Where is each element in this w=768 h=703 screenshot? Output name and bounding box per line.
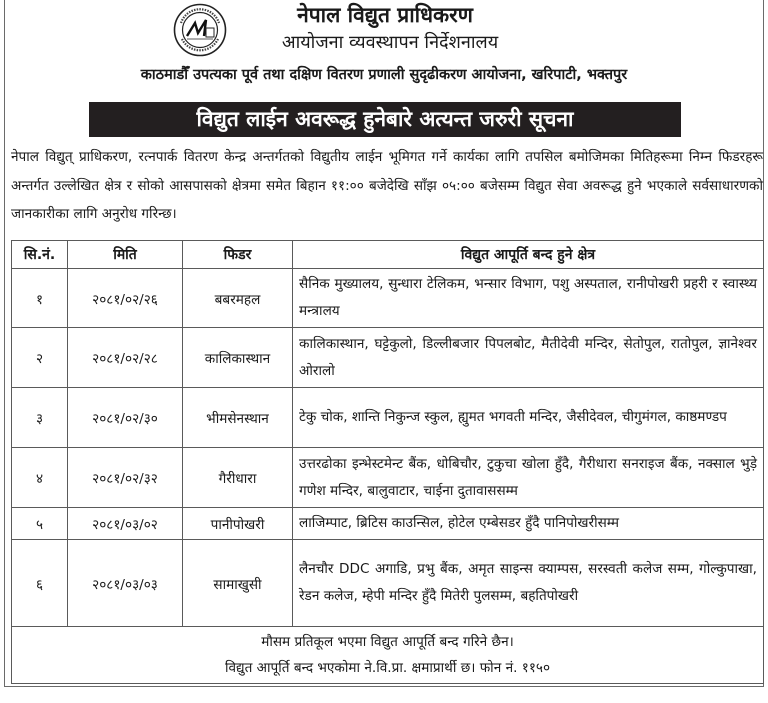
cell-feeder: सामाखुसी [183,540,293,627]
cell-feeder: कालिकास्थान [183,328,293,388]
cell-serial-no: १ [12,269,68,328]
cell-affected-area: कालिकास्थान, घट्टेकुलो, डिल्लीबजार पिपलबोट, मैतीदेवी मन्दिर, सेतोपुल, रातोपुल, ज्ञानेश्वर ओरालो [293,328,764,388]
cell-feeder: गैरीधारा [183,448,293,508]
cell-affected-area: सैनिक मुख्यालय, सुन्धारा टेलिकम, भन्सार विभाग, पशु अस्पताल, रानीपोखरी प्रहरी र स्वास्थ्य मन्त्रालय [293,269,764,328]
cell-affected-area: उत्तरढोका इन्भेस्टमेन्ट बैंक, धोबिचौर, टुकुचा खोला हुँदै, गैरीधारा सनराइज बैंक, नक्साल भुड़े गणेश मन्दिर, बालुवाटार, चाईना दुतावाससम्म [293,448,764,508]
cell-feeder: भीमसेनस्थान [183,388,293,448]
table-header-row [12,241,764,269]
cell-affected-area: टेकु चोक, शान्ति निकुन्ज स्कुल, ह्युमत भगवती मन्दिर, जैसीदेवल, चीगुमंगल, काष्ठमण्डप [293,388,764,448]
table-row [12,448,764,508]
project-name: काठमाडौँ उपत्यका पूर्व तथा दक्षिण वितरण प्रणाली सुदृढीकरण आयोजना, खरिपाटी, भक्तपुर [140,67,628,83]
directorate-name: आयोजना व्यवस्थापन निर्देशनालय [281,32,499,53]
footer-notes [12,627,764,684]
cell-affected-area: लाजिम्पाट, ब्रिटिस काउन्सिल, होटेल एम्बेसडर हुँदै पानिपोखरीसम्म [293,508,764,540]
notice-title-banner: विद्युत लाईन अवरूद्ध हुनेबारे अत्यन्त जरुरी सूचना [89,102,681,137]
cell-date: २०८१/०३/०३ [68,540,183,627]
table-row [12,388,764,448]
outage-schedule-table [11,240,764,684]
cell-date: २०८१/०२/२८ [68,328,183,388]
cell-feeder: पानीपोखरी [183,508,293,540]
cell-serial-no: ३ [12,388,68,448]
cell-serial-no: ६ [12,540,68,627]
notice-intro-paragraph: नेपाल विद्युत् प्राधिकरण, रत्नपार्क वितरण केन्द्र अन्तर्गतको विद्युतीय लाईन भूमिगत गर्ने कार्यका लागि तपसिल बमोजिमका मितिहरूमा निम्न फिडरहरू अन्तर्गत उल्लेखित क्षेत्र र सोको आसपासको क्षेत्रमा समेत बिहान ११:०० बजेदेखि साँझ ०५:०० बजेसम्म विद्युत सेवा अवरूद्ध हुने भएकाले सर्वसाधारणको जानकारीका लागि अनुरोध गरिन्छ। [11,149,763,222]
table-row [12,508,764,540]
cell-serial-no: ४ [12,448,68,508]
cell-feeder: बबरमहल [183,269,293,328]
cell-date: २०८१/०२/३२ [68,448,183,508]
cell-date: २०८१/०२/३० [68,388,183,448]
table-row [12,269,764,328]
footer-weather-note: मौसम प्रतिकूल भएमा विद्युत आपूर्ति बन्द गरिने छैन। [261,634,514,650]
footer-apology-note: विद्युत आपूर्ति बन्द भएकोमा ने.वि.प्रा. क्षमाप्रार्थी छ। फोन नं. ११५० [224,660,551,676]
table-row [12,540,764,627]
header-date: मिति [68,241,183,269]
cell-affected-area: लैनचौर DDC अगाडि, प्रभु बैंक, अमृत साइन्स क्याम्पस, सरस्वती कलेज सम्म, गोल्कुपाखा, रेडन कलेज, म्हेपी मन्दिर हुँदै मितेरी पुलसम्म, बहतिपोखरी [293,540,764,627]
cell-date: २०८१/०३/०२ [68,508,183,540]
header-serial-no: सि.नं. [12,241,68,269]
cell-serial-no: २ [12,328,68,388]
cell-date: २०८१/०२/२६ [68,269,183,328]
table-row [12,328,764,388]
cell-serial-no: ५ [12,508,68,540]
header-feeder: फिडर [183,241,293,269]
header-affected-area: विद्युत आपूर्ति बन्द हुने क्षेत्र [293,241,764,269]
organization-name: नेपाल विद्युत प्राधिकरण [297,3,473,27]
nea-logo-icon [173,3,227,57]
table-footer-row [12,627,764,684]
